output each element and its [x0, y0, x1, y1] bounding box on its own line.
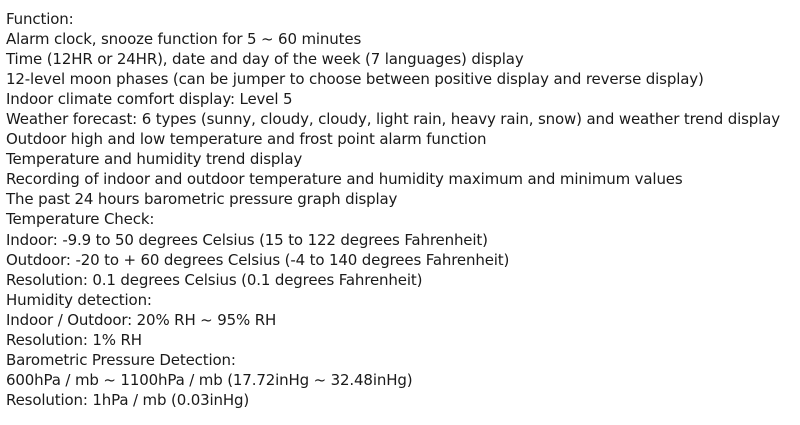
spec-line-pressure-graph: The past 24 hours barometric pressure graph display	[6, 190, 398, 209]
spec-line-trend: Temperature and humidity trend display	[6, 150, 303, 169]
spec-line-humidity-range: Indoor / Outdoor: 20% RH ~ 95% RH	[6, 310, 277, 329]
spec-line-indoor-temp: Indoor: -9.9 to 50 degrees Celsius (15 to 122 degrees Fahrenheit)	[6, 230, 488, 249]
spec-line-comfort: Indoor climate comfort display: Level 5	[6, 90, 293, 109]
spec-line-recording: Recording of indoor and outdoor temperature and humidity maximum and minimum values	[6, 170, 683, 189]
spec-line-alarm: Alarm clock, snooze function for 5 ~ 60 minutes	[6, 30, 362, 49]
spec-line-moon-phases: 12-level moon phases (can be jumper to choose between positive display and reverse display)	[6, 70, 704, 89]
spec-line-outdoor-alarm: Outdoor high and low temperature and frost point alarm function	[6, 130, 487, 149]
spec-line-pressure-resolution: Resolution: 1hPa / mb (0.03inHg)	[6, 390, 250, 409]
section-heading-temperature: Temperature Check:	[6, 210, 155, 229]
section-heading-pressure: Barometric Pressure Detection:	[6, 350, 236, 369]
spec-line-pressure-range: 600hPa / mb ~ 1100hPa / mb (17.72inHg ~ 32.48inHg)	[6, 370, 413, 389]
spec-line-temp-resolution: Resolution: 0.1 degrees Celsius (0.1 degrees Fahrenheit)	[6, 270, 423, 289]
section-heading-function: Function:	[6, 10, 74, 28]
spec-line-time: Time (12HR or 24HR), date and day of the week (7 languages) display	[6, 50, 524, 69]
spec-line-outdoor-temp: Outdoor: -20 to + 60 degrees Celsius (-4 to 140 degrees Fahrenheit)	[6, 250, 510, 269]
spec-line-weather-forecast: Weather forecast: 6 types (sunny, cloudy, cloudy, light rain, heavy rain, snow) and weather trend display	[6, 110, 780, 129]
section-heading-humidity: Humidity detection:	[6, 290, 152, 309]
spec-text-block	[6, 9, 796, 410]
spec-line-humidity-resolution: Resolution: 1% RH	[6, 330, 142, 349]
